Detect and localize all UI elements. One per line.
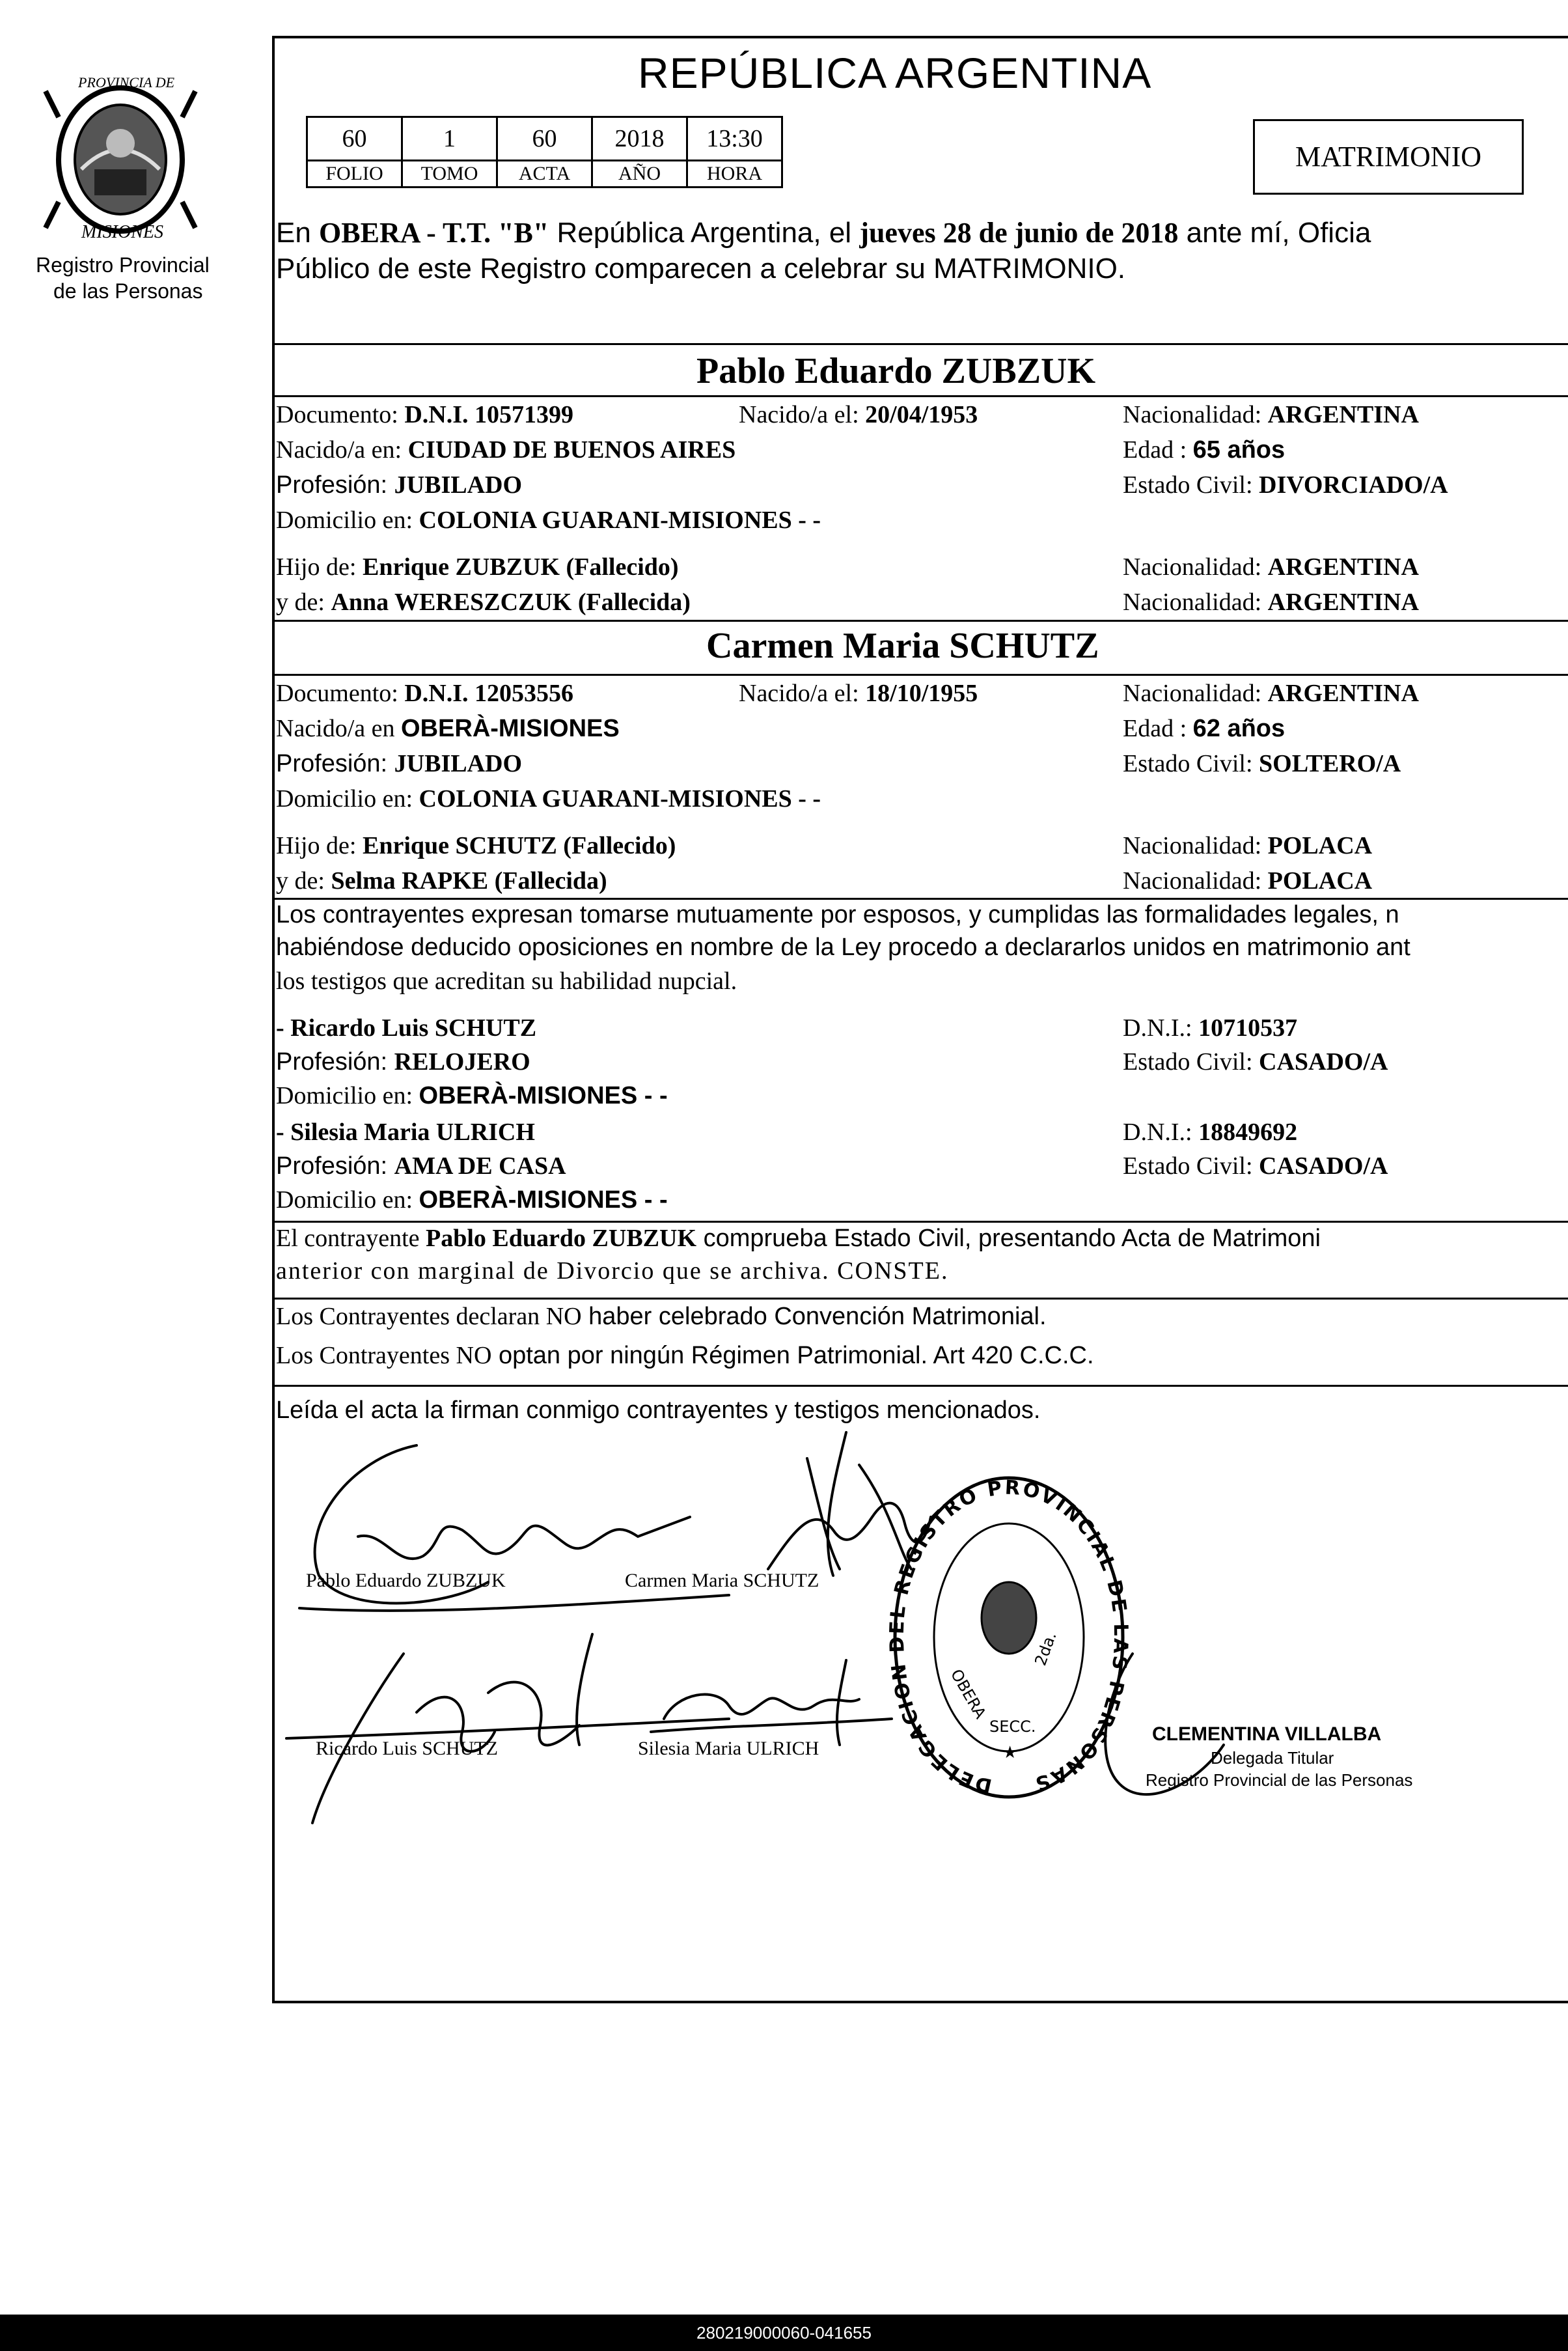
spouse1-age: Edad : 65 años	[1123, 436, 1286, 464]
doc-type-label: MATRIMONIO	[1295, 141, 1481, 173]
civil-note-top-rule	[273, 1221, 1568, 1223]
stamp-ring-text: DELEGACION DEL REGISTRO PROVINCIAL DE LAS PERSONAS	[885, 1476, 1133, 1798]
registry-index-grid	[306, 116, 783, 188]
official-name: CLEMENTINA VILLALBA	[1152, 1723, 1382, 1745]
spouse2-mother: y de: Selma RAPKE (Fallecida)	[276, 867, 607, 895]
closing-text: Leída el acta la firman conmigo contrayentes y testigos mencionados.	[276, 1397, 1041, 1424]
seal-bottom-text: MISIONES	[81, 222, 163, 242]
spouse2-top-rule	[273, 620, 1568, 622]
witness1-name: - Ricardo Luis SCHUTZ	[276, 1014, 537, 1042]
declaration-line-1: Los contrayentes expresan tomarse mutuamente por esposos, y cumplidas las formalidades legales, n	[276, 901, 1399, 928]
declaration-line-3: los testigos que acreditan su habilidad nupcial.	[276, 967, 737, 995]
frame-top-border	[272, 36, 1568, 38]
stamp-center-bottom: SECC.	[989, 1718, 1036, 1736]
witness2-domicile: Domicilio en: OBERÀ-MISIONES - -	[276, 1186, 668, 1214]
hora-label: HORA	[687, 161, 782, 188]
spouse2-document: Documento: D.N.I. 12053556	[276, 680, 574, 707]
svg-text:★: ★	[1002, 1743, 1018, 1762]
official-role: Delegada Titular	[1211, 1748, 1334, 1768]
spouse1-nationality: Nacionalidad: ARGENTINA	[1123, 401, 1419, 428]
witness2-profession: Profesión: AMA DE CASA	[276, 1152, 566, 1180]
witness2-civil-status: Estado Civil: CASADO/A	[1123, 1152, 1388, 1180]
delegation-stamp-icon	[885, 1471, 1133, 1810]
spouse1-name-rule	[273, 395, 1568, 397]
conventions-top-rule	[273, 1298, 1568, 1300]
spouse2-name-rule	[273, 674, 1568, 676]
spouse1-father: Hijo de: Enrique ZUBZUK (Fallecido)	[276, 553, 679, 581]
witness2-name: - Silesia Maria ULRICH	[276, 1119, 535, 1146]
spouse1-birthdate: Nacido/a el: 20/04/1953	[739, 401, 978, 428]
spouse1-birthplace: Nacido/a en: CIUDAD DE BUENOS AIRES	[276, 436, 736, 464]
page-title: REPÚBLICA ARGENTINA	[638, 49, 1152, 97]
anio-value: 2018	[592, 117, 687, 161]
spouse2-birthplace: Nacido/a en OBERÀ-MISIONES	[276, 715, 620, 742]
official-org: Registro Provincial de las Personas	[1146, 1770, 1413, 1790]
intro-line-2: Público de este Registro comparecen a celebrar su MATRIMONIO.	[276, 253, 1126, 285]
conventions-line-1: Los Contrayentes declaran NO haber celebrado Convención Matrimonial.	[276, 1303, 1047, 1330]
hora-value: 13:30	[687, 117, 782, 161]
signature-caption-witness2: Silesia Maria ULRICH	[638, 1738, 819, 1759]
spouse2-profession: Profesión: JUBILADO	[276, 750, 523, 777]
spouse2-civil-status: Estado Civil: SOLTERO/A	[1123, 750, 1401, 777]
spouse2-birthdate: Nacido/a el: 18/10/1955	[739, 680, 978, 707]
acta-label: ACTA	[497, 161, 592, 188]
frame-bottom-border	[272, 2001, 1568, 2003]
folio-label: FOLIO	[307, 161, 402, 188]
footer-document-code: 280219000060-041655	[0, 2315, 1568, 2351]
tomo-value: 1	[402, 117, 497, 161]
registry-label-1: Registro Provincial	[36, 253, 210, 277]
registry-label-2: de las Personas	[53, 279, 203, 303]
spouse2-father-nationality: Nacionalidad: POLACA	[1123, 832, 1373, 859]
declaration-top-rule	[273, 898, 1568, 900]
intro-line-1: En OBERA - T.T. "B" República Argentina, el jueves 28 de junio de 2018 ante mí, Oficia	[276, 217, 1371, 249]
witness2-dni: D.N.I.: 18849692	[1123, 1119, 1298, 1146]
spouse2-mother-nationality: Nacionalidad: POLACA	[1123, 867, 1373, 895]
tomo-label: TOMO	[402, 161, 497, 188]
spouse2-age: Edad : 62 años	[1123, 715, 1286, 742]
spouse1-document: Documento: D.N.I. 10571399	[276, 401, 574, 428]
acta-value: 60	[497, 117, 592, 161]
spouse2-father: Hijo de: Enrique SCHUTZ (Fallecido)	[276, 832, 676, 859]
witness1-civil-status: Estado Civil: CASADO/A	[1123, 1048, 1388, 1076]
closing-top-rule	[273, 1385, 1568, 1387]
witness1-profession: Profesión: RELOJERO	[276, 1048, 530, 1076]
spouse1-profession: Profesión: JUBILADO	[276, 471, 523, 499]
spouse2-name: Carmen Maria SCHUTZ	[706, 626, 1099, 666]
spouse1-top-rule	[273, 343, 1568, 345]
signature-caption-spouse1: Pablo Eduardo ZUBZUK	[306, 1570, 506, 1591]
stamp-center-right: 2da.	[1031, 1629, 1060, 1669]
doc-type-box	[1253, 119, 1524, 195]
spouse1-civil-status: Estado Civil: DIVORCIADO/A	[1123, 471, 1448, 499]
folio-value: 60	[307, 117, 402, 161]
signature-caption-witness1: Ricardo Luis SCHUTZ	[316, 1738, 498, 1759]
spouse1-mother: y de: Anna WERESZCZUK (Fallecida)	[276, 589, 691, 616]
witness1-domicile: Domicilio en: OBERÀ-MISIONES - -	[276, 1082, 668, 1109]
stamp-center-left: OBERA	[946, 1666, 990, 1722]
spouse1-name: Pablo Eduardo ZUBZUK	[696, 351, 1096, 391]
spouse1-father-nationality: Nacionalidad: ARGENTINA	[1123, 553, 1419, 581]
civil-note-line-1: El contrayente Pablo Eduardo ZUBZUK comprueba Estado Civil, presentando Acta de Matrimoni	[276, 1225, 1321, 1252]
declaration-line-2: habiéndose deducido oposiciones en nombre de la Ley procedo a declararlos unidos en matrimonio ant	[276, 934, 1410, 961]
civil-note-line-2: anterior con marginal de Divorcio que se archiva. CONSTE.	[276, 1257, 949, 1285]
anio-label: AÑO	[592, 161, 687, 188]
spouse2-nationality: Nacionalidad: ARGENTINA	[1123, 680, 1419, 707]
spouse1-mother-nationality: Nacionalidad: ARGENTINA	[1123, 589, 1419, 616]
spouse2-domicile: Domicilio en: COLONIA GUARANI-MISIONES - -	[276, 785, 821, 813]
witness1-dni: D.N.I.: 10710537	[1123, 1014, 1298, 1042]
spouse1-domicile: Domicilio en: COLONIA GUARANI-MISIONES - -	[276, 507, 821, 534]
conventions-line-2: Los Contrayentes NO optan por ningún Régimen Patrimonial. Art 420 C.C.C.	[276, 1342, 1094, 1369]
seal-top-text: PROVINCIA DE	[78, 74, 175, 90]
signature-caption-spouse2: Carmen Maria SCHUTZ	[625, 1570, 819, 1591]
